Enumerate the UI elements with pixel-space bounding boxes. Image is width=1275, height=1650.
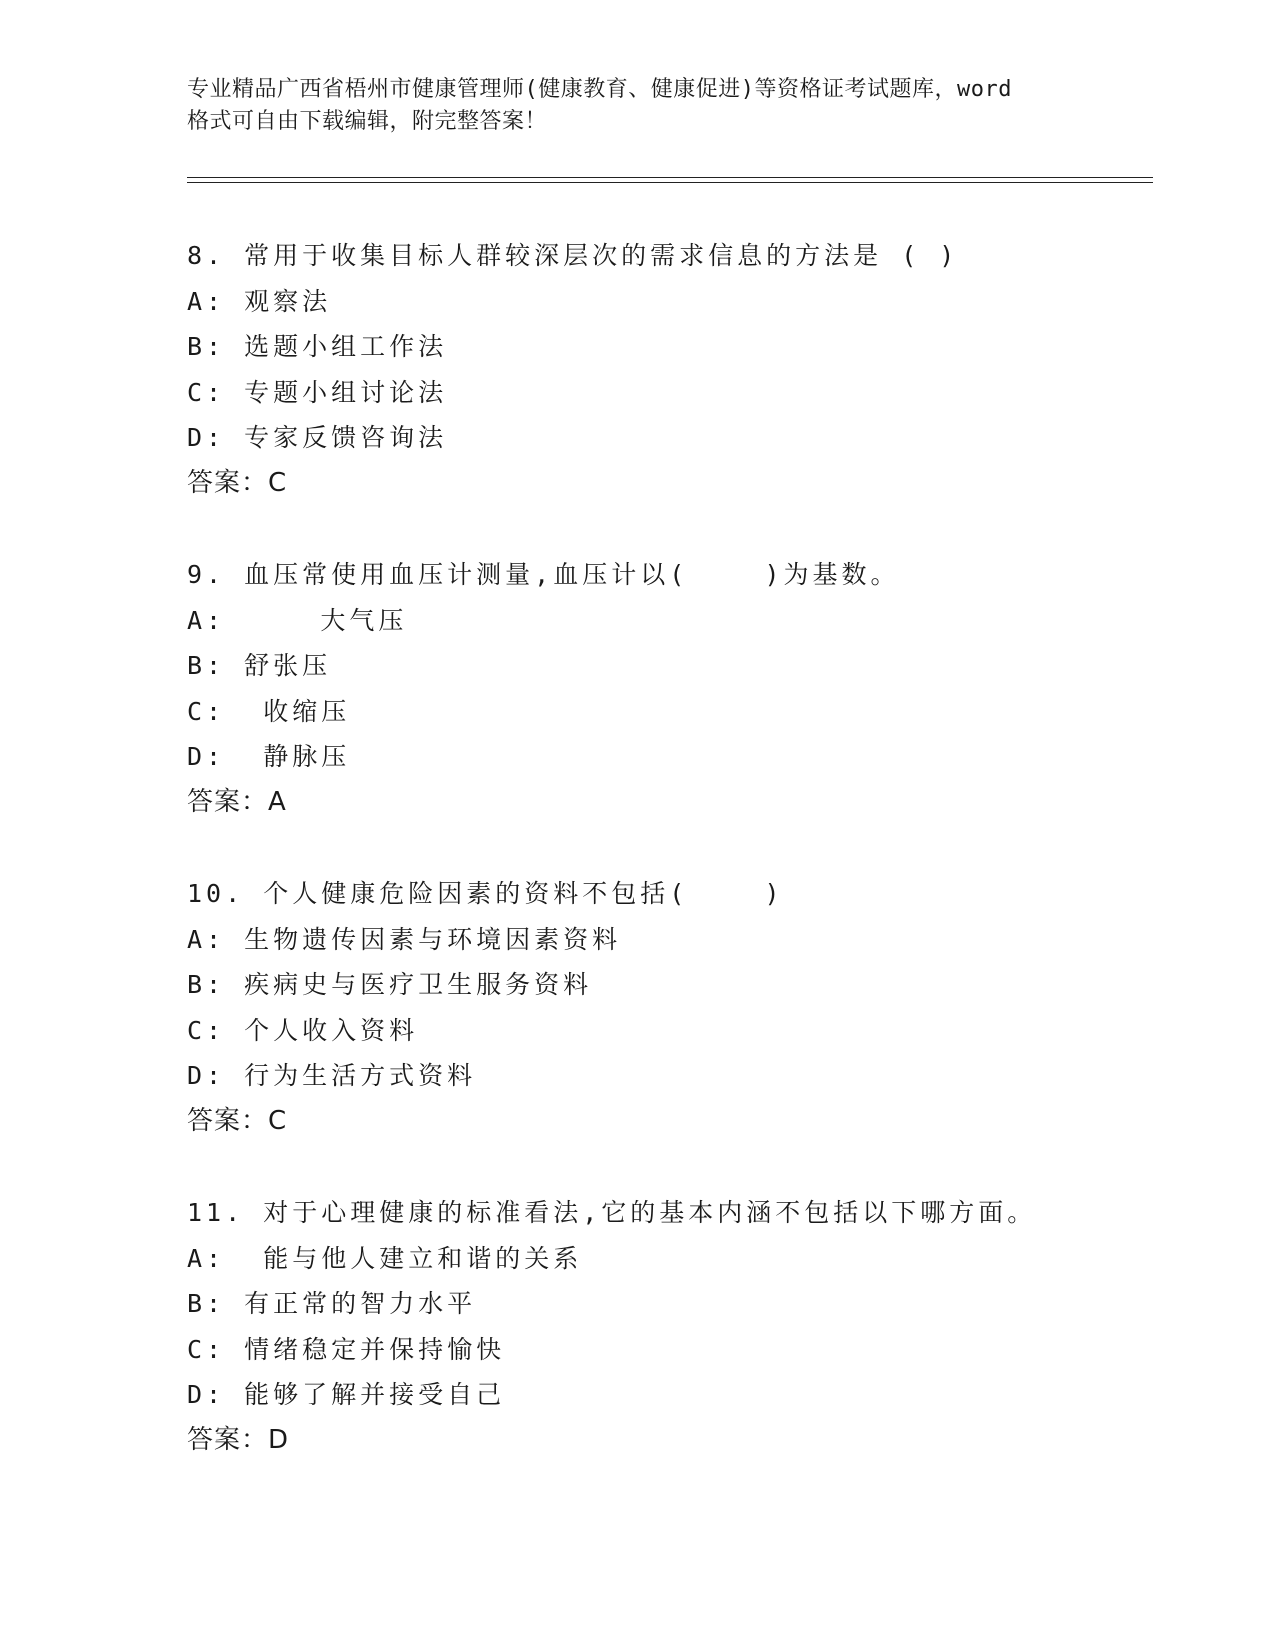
option-c: C: 专题小组讨论法	[187, 377, 448, 407]
option-d: D: 能够了解并接受自己	[187, 1380, 506, 1409]
option-d: D: 静脉压	[187, 742, 351, 771]
option-a: A: 大气压	[187, 605, 408, 635]
option-b: B: 有正常的智力水平	[187, 1289, 477, 1318]
option-b: B: 疾病史与医疗卫生服务资料	[187, 970, 593, 999]
question-10	[187, 871, 1147, 1144]
header-line-1: 专业精品广西省梧州市健康管理师(健康教育、健康促进)等资格证考试题库，word	[187, 77, 1012, 102]
question-stem: 10. 个人健康危险因素的资料不包括( )	[187, 879, 784, 908]
option-d: D: 专家反馈咨询法	[187, 423, 448, 452]
question-11	[187, 1190, 1147, 1463]
answer: 答案：C	[187, 1105, 288, 1136]
document-header	[187, 74, 1087, 138]
option-d: D: 行为生活方式资料	[187, 1061, 477, 1090]
question-9	[187, 552, 1147, 825]
question-8	[187, 233, 1147, 506]
question-stem: 9. 血压常使用血压计测量,血压计以( )为基数。	[187, 560, 900, 589]
option-a: A: 能与他人建立和谐的关系	[187, 1243, 583, 1273]
option-c: C: 情绪稳定并保持愉快	[187, 1334, 506, 1364]
answer: 答案：C	[187, 467, 288, 498]
header-divider-top	[187, 177, 1153, 178]
question-stem: 8. 常用于收集目标人群较深层次的需求信息的方法是 ( )	[187, 241, 959, 270]
option-a: A: 生物遗传因素与环境因素资料	[187, 924, 622, 954]
header-divider-bottom	[187, 182, 1153, 183]
question-stem: 11. 对于心理健康的标准看法,它的基本内涵不包括以下哪方面。	[187, 1198, 1037, 1227]
option-a: A: 观察法	[187, 286, 332, 316]
header-line-2: 格式可自由下载编辑，附完整答案！	[187, 109, 548, 134]
option-c: C: 收缩压	[187, 696, 351, 726]
option-c: C: 个人收入资料	[187, 1015, 419, 1045]
option-b: B: 舒张压	[187, 651, 332, 680]
answer: 答案：D	[187, 1424, 290, 1455]
answer: 答案：A	[187, 786, 287, 817]
option-b: B: 选题小组工作法	[187, 332, 448, 361]
